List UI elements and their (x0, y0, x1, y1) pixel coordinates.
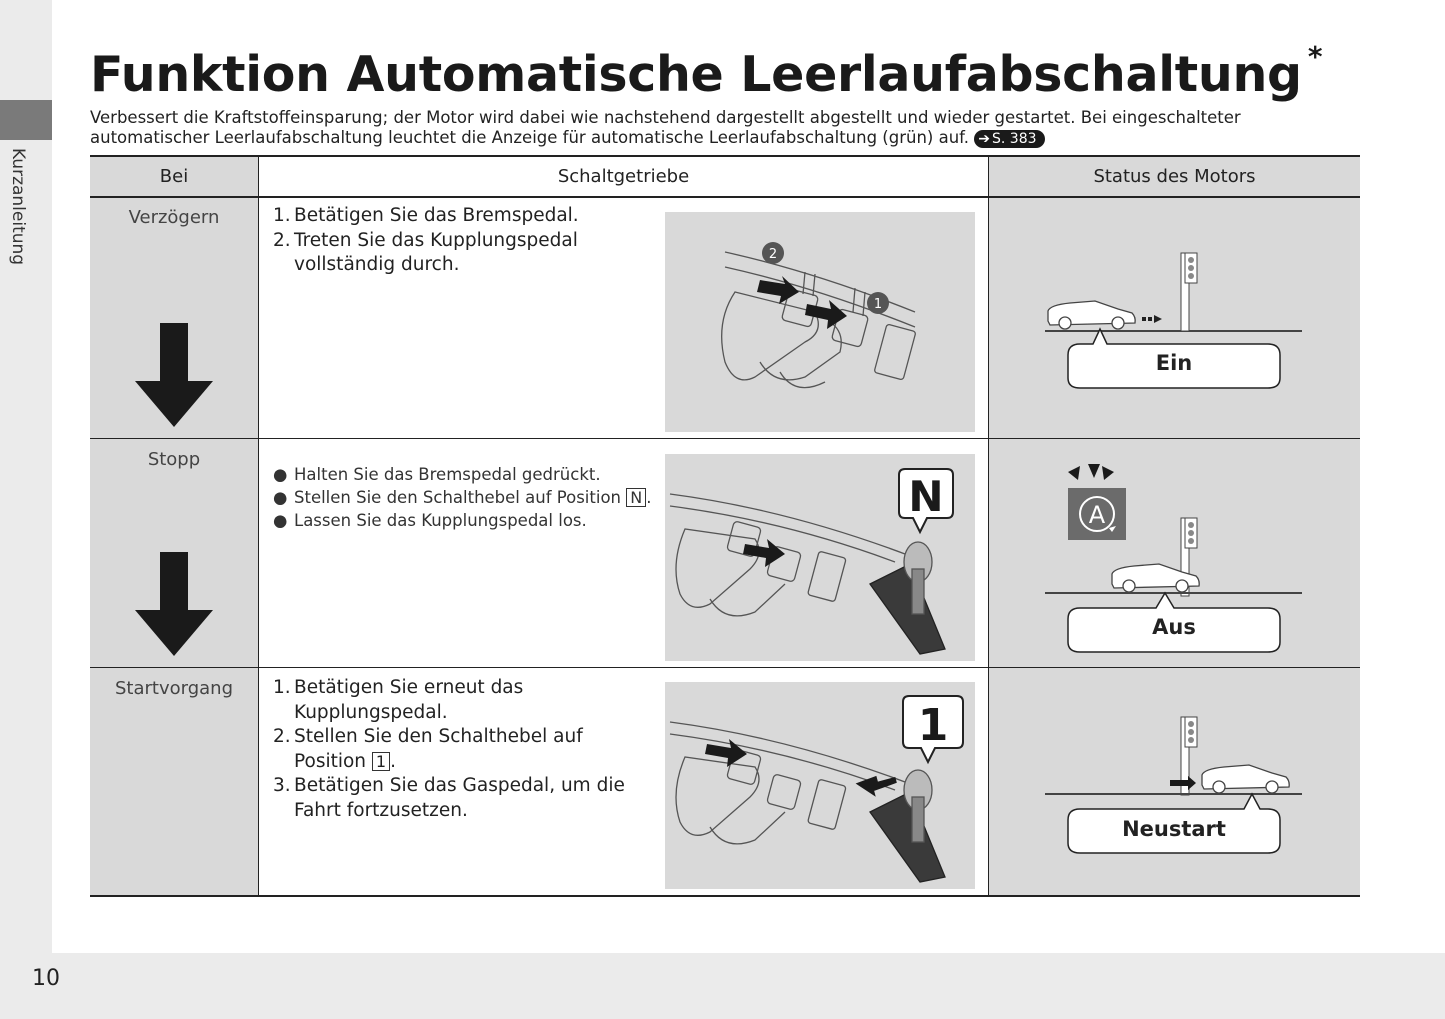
position-1-box: 1 (372, 752, 390, 771)
bullet-text: Lassen Sie das Kupplungspedal los. (294, 511, 587, 530)
rule-col1 (258, 155, 259, 897)
step-number: 2. (273, 726, 291, 747)
row3-step1 (273, 676, 673, 701)
page-reference-link[interactable] (974, 130, 1044, 148)
rule-header (90, 196, 1360, 198)
title-footnote-mark: * (1307, 39, 1323, 73)
step-number: 2. (273, 229, 291, 251)
gear-n-label: N (908, 472, 944, 521)
idle-stop-table (90, 155, 1360, 897)
intro-paragraph (90, 108, 1350, 148)
position-n-box: N (626, 488, 646, 507)
row3-step3 (273, 774, 673, 799)
page-title (90, 39, 1323, 103)
step-number: 1. (273, 205, 291, 226)
header-bei: Bei (159, 166, 189, 187)
row2-bullet2: ● Stellen Sie den Schalthebel auf Position N . (273, 488, 652, 507)
bullet-text: Stellen Sie den Schalthebel auf Position (294, 488, 621, 507)
bottom-strip (52, 953, 1445, 1019)
auto-stop-indicator-icon (1068, 464, 1126, 540)
car-icon (1048, 301, 1135, 329)
pedal-illustration (665, 212, 975, 432)
row-label-stopp: Stopp (147, 449, 201, 470)
bullet-icon: ● (273, 465, 288, 484)
step-text-cont: Position (294, 750, 367, 772)
rule-bottom (90, 895, 1360, 897)
step-text: Betätigen Sie das Bremspedal. (294, 205, 579, 226)
row1-step2 (273, 229, 673, 254)
step-text: Betätigen Sie das Gaspedal, um die (294, 775, 625, 796)
status-scene-neustart (1040, 705, 1310, 865)
row2-bullets (273, 463, 673, 532)
status-neustart: Neustart (1122, 817, 1226, 841)
car-icon (1202, 765, 1289, 793)
arrow-down-icon (135, 323, 213, 427)
marker-2: 2 (768, 247, 778, 262)
marker-1: 1 (873, 297, 883, 312)
reference-page: S. 383 (992, 130, 1037, 147)
row2-bullet3 (273, 509, 673, 532)
shift-lever-illustration (665, 454, 975, 661)
reference-arrow-icon: ➔ (978, 130, 991, 147)
row1-step1 (273, 204, 673, 229)
rule-row1 (90, 438, 1360, 439)
side-tab (0, 100, 52, 140)
status-ein: Ein (1155, 351, 1193, 375)
row1-steps (273, 204, 673, 278)
label-column-bg (90, 197, 258, 897)
page-number: 10 (32, 966, 60, 991)
row3-step2-cont: Position 1 . (294, 750, 396, 772)
arrow-down-icon (135, 552, 213, 656)
row3-steps (273, 676, 673, 823)
intro-text: Verbessert die Kraftstoffeinsparung; der Motor wird dabei wie nachstehend dargestellt abgestellt und wieder gestartet. Bei eingeschalteter automatischer Leerlaufabschaltung leuchtet die Anzeige für automatische Leerlaufabschaltung (grün) auf. (90, 108, 1241, 147)
title-text: Funktion Automatische Leerlaufabschaltung (90, 46, 1302, 103)
indicator-letter: A (1088, 501, 1106, 529)
row-label-verzoegern: Verzögern (128, 207, 220, 228)
shift-lever-illustration (665, 682, 975, 889)
step-text-cont: Fahrt fortzusetzen. (294, 799, 468, 821)
side-label: Kurzanleitung (8, 148, 28, 266)
rule-top (90, 155, 1360, 157)
row2-bullet1 (273, 463, 673, 486)
bullet-text: Halten Sie das Bremspedal gedrückt. (294, 465, 601, 484)
header-schaltgetriebe: Schaltgetriebe (557, 166, 690, 187)
step-text-cont: vollständig durch. (294, 254, 460, 275)
step-text: Stellen Sie den Schalthebel auf (294, 726, 583, 747)
rule-col2 (988, 155, 989, 897)
step-number: 3. (273, 775, 291, 796)
bullet-icon: ● (273, 488, 288, 507)
rule-row2 (90, 667, 1360, 668)
row3-step2 (273, 725, 673, 750)
bullet-icon: ● (273, 511, 288, 530)
step-text: Treten Sie das Kupplungspedal (294, 229, 578, 251)
step-text: Betätigen Sie erneut das (294, 677, 524, 698)
step-text-cont: Kupplungspedal. (294, 701, 448, 723)
status-aus: Aus (1152, 615, 1196, 639)
step-number: 1. (273, 677, 291, 698)
header-status: Status des Motors (1093, 166, 1256, 187)
gear-1-label: 1 (917, 700, 949, 751)
row-label-startvorgang: Startvorgang (114, 678, 233, 699)
